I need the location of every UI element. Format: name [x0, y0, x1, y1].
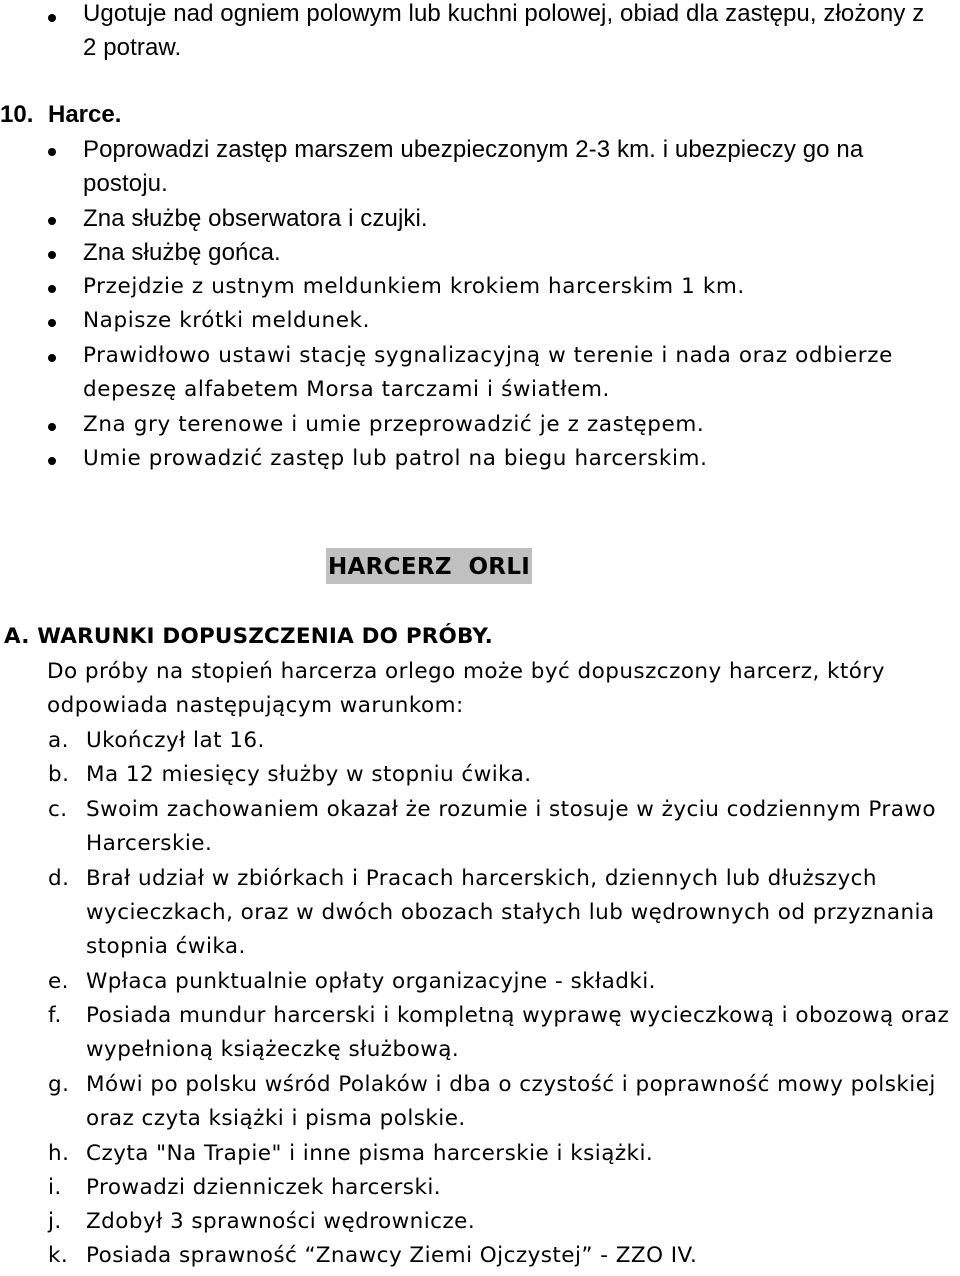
condition-text: Harcerskie.	[86, 831, 213, 856]
condition-text: wycieczkach, oraz w dwóch obozach stałych lub wędrownych od przyznania	[86, 900, 935, 925]
list-item-text: Zna gry terenowe i umie przeprowadzić je z zastępem.	[83, 412, 705, 437]
bullet-icon	[48, 319, 56, 327]
section-number: 10.	[0, 101, 34, 128]
condition-letter: a.	[48, 728, 69, 753]
bullet-icon	[48, 423, 56, 431]
condition-text: Zdobył 3 sprawności wędrownicze.	[86, 1209, 476, 1234]
bullet-icon	[48, 217, 56, 225]
condition-text: Mówi po polsku wśród Polaków i dba o czystość i poprawność mowy polskiej	[86, 1072, 936, 1097]
condition-letter: k.	[48, 1243, 69, 1268]
bullet-icon	[48, 148, 56, 156]
bullet-icon	[48, 457, 56, 465]
condition-text: stopnia ćwika.	[86, 934, 246, 959]
condition-text: oraz czyta książki i pisma polskie.	[86, 1106, 466, 1131]
condition-text: Brał udział w zbiórkach i Pracach harcerskich, dziennych lub dłuższych	[86, 866, 877, 891]
condition-letter: d.	[48, 866, 70, 891]
condition-letter: h.	[48, 1141, 70, 1166]
condition-letter: f.	[48, 1003, 62, 1028]
bullet-icon	[48, 285, 56, 293]
condition-text: Wpłaca punktualnie opłaty organizacyjne - składki.	[86, 969, 656, 994]
list-item-text: Zna służbę obserwatora i czujki.	[83, 205, 428, 232]
rank-title: HARCERZ ORLI	[326, 548, 532, 584]
list-item-text: Poprowadzi zastęp marszem ubezpieczonym 2-3 km. i ubezpieczy go na	[83, 136, 864, 163]
bullet-icon	[48, 14, 56, 22]
condition-letter: c.	[48, 797, 68, 822]
condition-text: Prowadzi dzienniczek harcerski.	[86, 1175, 442, 1200]
condition-letter: j.	[48, 1209, 62, 1234]
condition-text: wypełnioną książeczkę służbową.	[86, 1037, 460, 1062]
condition-text: Czyta "Na Trapie" i inne pisma harcerskie i książki.	[86, 1141, 654, 1166]
list-item-text: Prawidłowo ustawi stację sygnalizacyjną w terenie i nada oraz odbierze	[83, 343, 893, 368]
list-item-text: Zna służbę gońca.	[83, 239, 281, 266]
condition-letter: i.	[48, 1175, 62, 1200]
condition-letter: e.	[48, 969, 69, 994]
condition-text: Posiada sprawność “Znawcy Ziemi Ojczystej” - ZZO IV.	[86, 1243, 698, 1268]
section-heading: A. WARUNKI DOPUSZCZENIA DO PRÓBY.	[4, 624, 494, 649]
condition-text: Ukończył lat 16.	[86, 728, 265, 753]
list-item-text: Ugotuje nad ogniem polowym lub kuchni polowej, obiad dla zastępu, złożony z	[83, 0, 925, 27]
bullet-icon	[48, 251, 56, 259]
list-item-text: Umie prowadzić zastęp lub patrol na biegu harcerskim.	[83, 446, 708, 471]
condition-text: Posiada mundur harcerski i kompletną wyprawę wycieczkową i obozową oraz	[86, 1003, 950, 1028]
list-item-text: Napisze krótki meldunek.	[83, 308, 371, 333]
intro-line: Do próby na stopień harcerza orlego może być dopuszczony harcerz, który	[47, 659, 885, 684]
condition-letter: b.	[48, 762, 70, 787]
bullet-icon	[48, 354, 56, 362]
section-title: Harce.	[48, 101, 122, 128]
list-item-text: postoju.	[83, 170, 168, 197]
list-item-text: depeszę alfabetem Morsa tarczami i światłem.	[83, 377, 610, 402]
intro-line: odpowiada następującym warunkom:	[47, 693, 464, 718]
list-item-text: 2 potraw.	[83, 34, 182, 61]
condition-letter: g.	[48, 1072, 70, 1097]
list-item-text: Przejdzie z ustnym meldunkiem krokiem harcerskim 1 km.	[83, 274, 745, 299]
condition-text: Swoim zachowaniem okazał że rozumie i stosuje w życiu codziennym Prawo	[86, 797, 936, 822]
condition-text: Ma 12 miesięcy służby w stopniu ćwika.	[86, 762, 532, 787]
